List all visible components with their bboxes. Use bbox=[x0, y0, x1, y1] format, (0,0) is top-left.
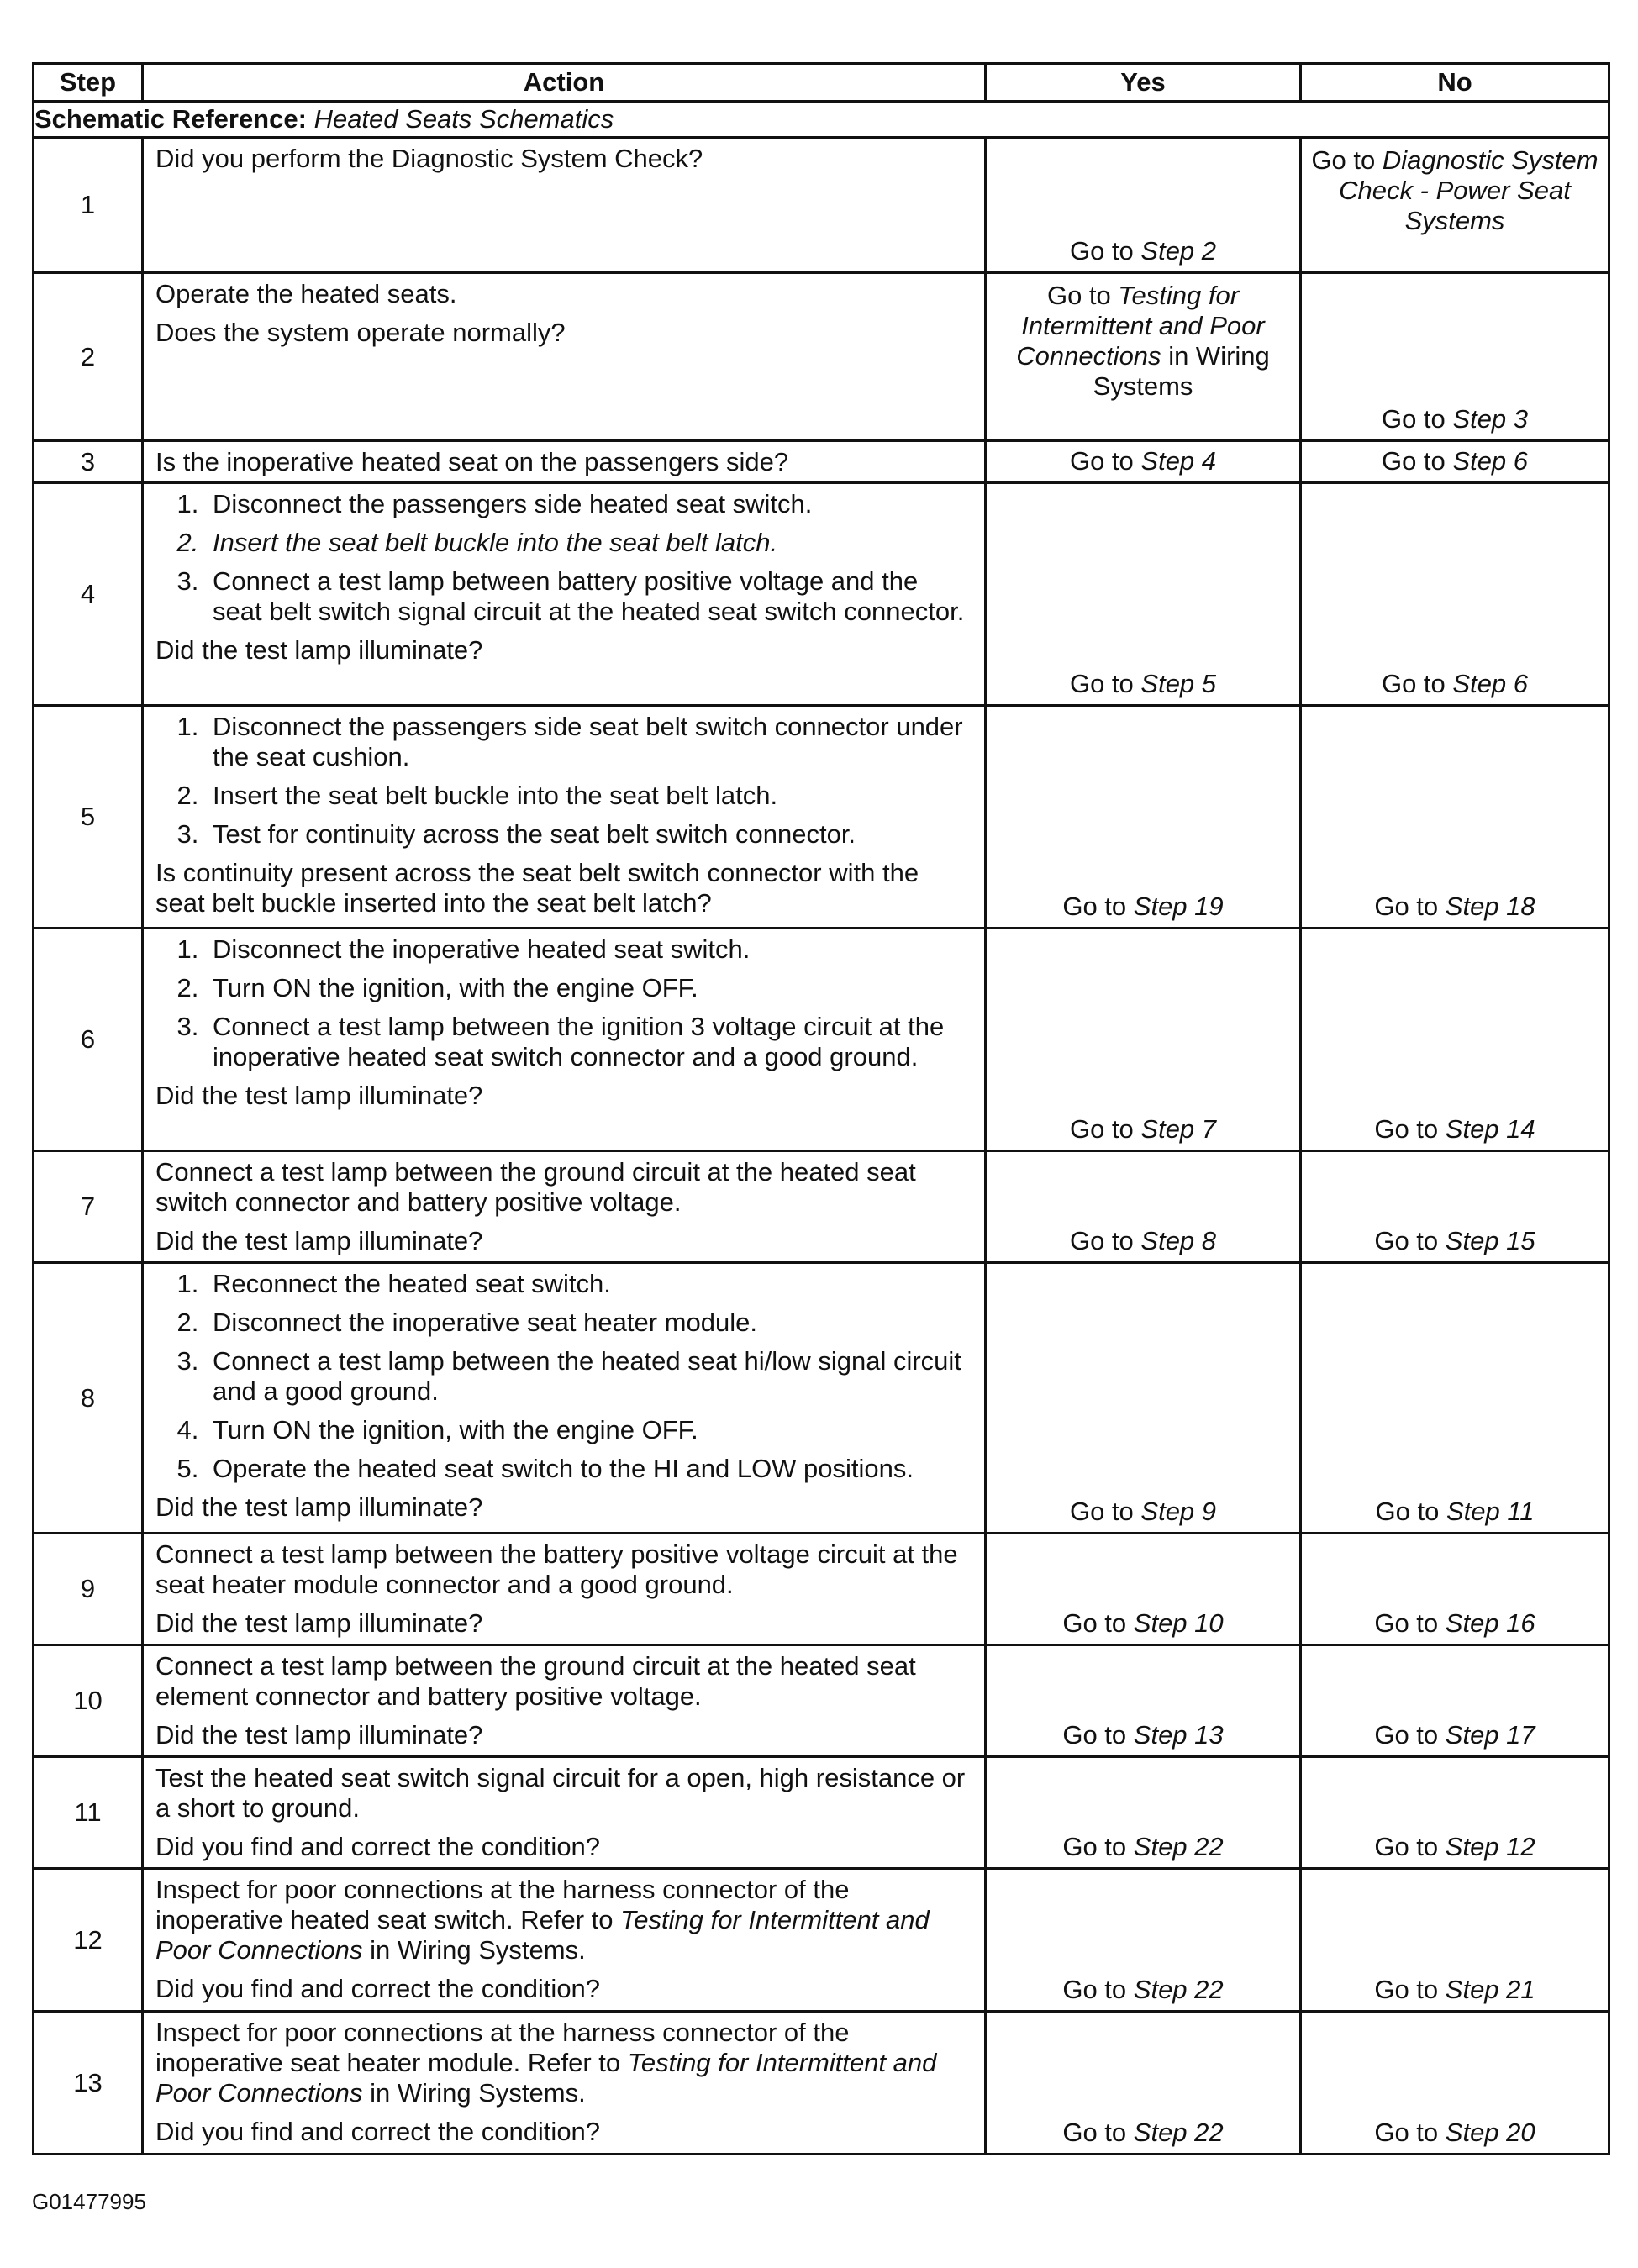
no-prefix: Go to bbox=[1374, 1832, 1439, 1861]
step-number: 5 bbox=[34, 706, 143, 929]
no-ref: Diagnostic System Check - Power Seat Systems bbox=[1339, 145, 1598, 235]
yes-cell bbox=[986, 441, 1301, 483]
no-cell bbox=[1301, 1534, 1609, 1645]
step-action bbox=[143, 1534, 986, 1645]
substep-list bbox=[155, 1269, 972, 1484]
step-text: Connect a test lamp between the ground circuit at the heated seat element connector and battery positive voltage. bbox=[155, 1651, 916, 1711]
step-action bbox=[143, 2012, 986, 2155]
substep: 3. Connect a test lamp between the heated seat hi/low signal circuit and a good ground. bbox=[206, 1346, 972, 1407]
yes-prefix: Go to bbox=[1069, 446, 1134, 476]
yes-ref: Step 4 bbox=[1140, 446, 1217, 476]
step-question: Did the test lamp illuminate? bbox=[155, 1720, 483, 1750]
figure-code: G01477995 bbox=[32, 2189, 146, 2214]
no-cell bbox=[1301, 1151, 1609, 1263]
yes-cell bbox=[986, 1645, 1301, 1757]
step-action bbox=[143, 483, 986, 706]
yes-prefix: Go to bbox=[1062, 1608, 1127, 1638]
table-row bbox=[34, 273, 1609, 441]
step-action bbox=[143, 929, 986, 1151]
yes-cell bbox=[986, 1869, 1301, 2012]
yes-cell bbox=[986, 1534, 1301, 1645]
yes-cell bbox=[986, 273, 1301, 441]
table-row bbox=[34, 2012, 1609, 2155]
step-number: 9 bbox=[34, 1534, 143, 1645]
no-cell bbox=[1301, 929, 1609, 1151]
yes-prefix: Go to bbox=[1069, 1226, 1134, 1255]
step-number: 3 bbox=[34, 441, 143, 483]
yes-ref: Step 13 bbox=[1133, 1720, 1224, 1750]
yes-suffix: in Wiring Systems bbox=[1093, 341, 1270, 401]
yes-prefix: Go to bbox=[1062, 2118, 1127, 2147]
step-number: 12 bbox=[34, 1869, 143, 2012]
no-prefix: Go to bbox=[1374, 892, 1439, 921]
table-row bbox=[34, 138, 1609, 273]
table-row bbox=[34, 1645, 1609, 1757]
yes-ref: Step 8 bbox=[1140, 1226, 1217, 1255]
no-prefix: Go to bbox=[1381, 404, 1446, 434]
table-row bbox=[34, 1534, 1609, 1645]
step-question: Did you find and correct the condition? bbox=[155, 2117, 601, 2146]
step-text-lead: Inspect for poor connections at the harness connector of the inoperative heated seat switch. Refer to bbox=[155, 1875, 850, 1934]
step-text: Connect a test lamp between the ground circuit at the heated seat switch connector and battery positive voltage. bbox=[155, 1157, 916, 1217]
step-question: Did the test lamp illuminate? bbox=[155, 635, 483, 665]
diagnostic-sheet bbox=[32, 62, 1608, 2155]
substep: 4. Turn ON the ignition, with the engine OFF. bbox=[206, 1415, 972, 1445]
no-prefix: Go to bbox=[1374, 1720, 1439, 1750]
yes-prefix: Go to bbox=[1069, 1497, 1134, 1526]
step-action bbox=[143, 1645, 986, 1757]
no-ref: Step 16 bbox=[1445, 1608, 1535, 1638]
step-question: Does the system operate normally? bbox=[155, 318, 566, 347]
yes-ref: Step 22 bbox=[1133, 2118, 1224, 2147]
step-action bbox=[143, 1151, 986, 1263]
substep: 2. Insert the seat belt buckle into the seat belt latch. bbox=[206, 528, 972, 558]
step-question: Did the test lamp illuminate? bbox=[155, 1492, 483, 1522]
no-cell bbox=[1301, 706, 1609, 929]
step-question: Did the test lamp illuminate? bbox=[155, 1081, 483, 1110]
no-cell bbox=[1301, 483, 1609, 706]
step-action bbox=[143, 441, 986, 483]
step-action bbox=[143, 273, 986, 441]
no-prefix: Go to bbox=[1374, 1608, 1439, 1638]
no-ref: Step 21 bbox=[1445, 1975, 1535, 2004]
yes-ref: Step 22 bbox=[1133, 1832, 1224, 1861]
yes-ref: Step 5 bbox=[1140, 669, 1217, 698]
yes-ref: Step 2 bbox=[1140, 236, 1217, 266]
step-number: 13 bbox=[34, 2012, 143, 2155]
no-cell bbox=[1301, 441, 1609, 483]
header-no: No bbox=[1301, 64, 1609, 102]
step-text: Connect a test lamp between the battery positive voltage circuit at the seat heater module connector and a good ground. bbox=[155, 1539, 958, 1599]
no-ref: Step 6 bbox=[1452, 446, 1529, 476]
substep: 2. Disconnect the inoperative seat heater module. bbox=[206, 1308, 972, 1338]
yes-prefix: Go to bbox=[1062, 1832, 1127, 1861]
yes-ref: Testing for Intermittent and Poor Connections bbox=[1016, 281, 1265, 371]
yes-cell bbox=[986, 138, 1301, 273]
no-ref: Step 11 bbox=[1446, 1497, 1535, 1526]
no-ref: Step 18 bbox=[1445, 892, 1535, 921]
step-action bbox=[143, 138, 986, 273]
yes-prefix: Go to bbox=[1062, 1975, 1127, 2004]
step-number: 11 bbox=[34, 1757, 143, 1869]
substep: 1. Disconnect the passengers side seat belt switch connector under the seat cushion. bbox=[206, 712, 972, 772]
no-ref: Step 14 bbox=[1445, 1114, 1535, 1144]
no-prefix: Go to bbox=[1375, 1497, 1440, 1526]
schematic-reference-row bbox=[34, 102, 1609, 138]
diagnostic-table bbox=[32, 62, 1610, 2155]
step-action bbox=[143, 706, 986, 929]
no-cell bbox=[1301, 273, 1609, 441]
no-prefix: Go to bbox=[1374, 1114, 1439, 1144]
step-text bbox=[155, 2018, 972, 2108]
substep: 3. Connect a test lamp between battery positive voltage and the seat belt switch signal circuit at the heated seat switch connector. bbox=[206, 566, 972, 627]
header-row bbox=[34, 64, 1609, 102]
yes-ref: Step 9 bbox=[1140, 1497, 1217, 1526]
no-cell bbox=[1301, 1263, 1609, 1534]
yes-cell bbox=[986, 2012, 1301, 2155]
step-number: 1 bbox=[34, 138, 143, 273]
step-number: 7 bbox=[34, 1151, 143, 1263]
no-cell bbox=[1301, 1645, 1609, 1757]
step-text-ref: Testing for Intermittent and Poor Connections bbox=[155, 2048, 937, 2108]
no-prefix: Go to bbox=[1311, 145, 1376, 175]
table-row bbox=[34, 706, 1609, 929]
yes-prefix: Go to bbox=[1062, 1720, 1127, 1750]
yes-cell bbox=[986, 1263, 1301, 1534]
step-number: 4 bbox=[34, 483, 143, 706]
step-text-lead: Inspect for poor connections at the harness connector of the inoperative seat heater module. Refer to bbox=[155, 2018, 850, 2077]
substep: 3. Connect a test lamp between the ignition 3 voltage circuit at the inoperative heated seat switch connector and a good ground. bbox=[206, 1012, 972, 1072]
header-step: Step bbox=[34, 64, 143, 102]
substep: 1. Disconnect the passengers side heated seat switch. bbox=[206, 489, 972, 519]
yes-prefix: Go to bbox=[1062, 892, 1127, 921]
table-row bbox=[34, 929, 1609, 1151]
yes-cell bbox=[986, 483, 1301, 706]
step-number: 2 bbox=[34, 273, 143, 441]
substep: 5. Operate the heated seat switch to the HI and LOW positions. bbox=[206, 1454, 972, 1484]
yes-ref: Step 10 bbox=[1133, 1608, 1224, 1638]
step-text: Is the inoperative heated seat on the passengers side? bbox=[155, 447, 789, 476]
table-row bbox=[34, 1263, 1609, 1534]
step-number: 8 bbox=[34, 1263, 143, 1534]
no-ref: Step 17 bbox=[1445, 1720, 1535, 1750]
no-ref: Step 3 bbox=[1452, 404, 1529, 434]
yes-cell bbox=[986, 1151, 1301, 1263]
step-action bbox=[143, 1263, 986, 1534]
step-question: Did the test lamp illuminate? bbox=[155, 1226, 483, 1255]
step-text: Test the heated seat switch signal circuit for a open, high resistance or a short to ground. bbox=[155, 1763, 966, 1823]
substep-list bbox=[155, 712, 972, 850]
substep: 2. Turn ON the ignition, with the engine OFF. bbox=[206, 973, 972, 1003]
step-text: Operate the heated seats. bbox=[155, 279, 457, 308]
no-prefix: Go to bbox=[1381, 669, 1446, 698]
no-ref: Step 15 bbox=[1445, 1226, 1535, 1255]
yes-prefix: Go to bbox=[1069, 236, 1134, 266]
substep: 3. Test for continuity across the seat belt switch connector. bbox=[206, 819, 972, 850]
no-ref: Step 20 bbox=[1445, 2118, 1535, 2147]
yes-prefix: Go to bbox=[1069, 669, 1134, 698]
step-text-tail: in Wiring Systems. bbox=[370, 2078, 586, 2108]
schematic-reference-value: Heated Seats Schematics bbox=[313, 104, 614, 134]
no-prefix: Go to bbox=[1374, 1226, 1439, 1255]
yes-ref: Step 22 bbox=[1133, 1975, 1224, 2004]
step-action bbox=[143, 1757, 986, 1869]
no-prefix: Go to bbox=[1374, 1975, 1439, 2004]
substep: 2. Insert the seat belt buckle into the seat belt latch. bbox=[206, 781, 972, 811]
yes-prefix: Go to bbox=[1046, 281, 1111, 310]
step-question: Did the test lamp illuminate? bbox=[155, 1608, 483, 1638]
no-cell bbox=[1301, 138, 1609, 273]
yes-cell bbox=[986, 706, 1301, 929]
yes-cell bbox=[986, 1757, 1301, 1869]
no-prefix: Go to bbox=[1381, 446, 1446, 476]
table-row bbox=[34, 1757, 1609, 1869]
step-text-ref: Testing for Intermittent and Poor Connections bbox=[155, 1905, 930, 1965]
step-question: Did you find and correct the condition? bbox=[155, 1832, 601, 1861]
schematic-reference-label: Schematic Reference: bbox=[34, 104, 307, 134]
step-text-tail: in Wiring Systems. bbox=[370, 1935, 586, 1965]
yes-prefix: Go to bbox=[1069, 1114, 1134, 1144]
no-ref: Step 6 bbox=[1452, 669, 1529, 698]
substep: 1. Disconnect the inoperative heated seat switch. bbox=[206, 934, 972, 965]
no-cell bbox=[1301, 1757, 1609, 1869]
substep: 1. Reconnect the heated seat switch. bbox=[206, 1269, 972, 1299]
no-prefix: Go to bbox=[1374, 2118, 1439, 2147]
table-row bbox=[34, 1869, 1609, 2012]
no-cell bbox=[1301, 1869, 1609, 2012]
table-row bbox=[34, 483, 1609, 706]
schematic-reference bbox=[34, 102, 1609, 138]
substep-list bbox=[155, 489, 972, 627]
step-number: 10 bbox=[34, 1645, 143, 1757]
yes-ref: Step 7 bbox=[1140, 1114, 1217, 1144]
step-text: Did you perform the Diagnostic System Check? bbox=[155, 144, 703, 173]
substep-list bbox=[155, 934, 972, 1072]
yes-ref: Step 19 bbox=[1133, 892, 1224, 921]
header-yes: Yes bbox=[986, 64, 1301, 102]
yes-cell bbox=[986, 929, 1301, 1151]
no-ref: Step 12 bbox=[1445, 1832, 1535, 1861]
header-action: Action bbox=[143, 64, 986, 102]
step-action bbox=[143, 1869, 986, 2012]
no-cell bbox=[1301, 2012, 1609, 2155]
step-question: Is continuity present across the seat belt switch connector with the seat belt buckle inserted into the seat belt latch? bbox=[155, 858, 919, 918]
step-question: Did you find and correct the condition? bbox=[155, 1974, 601, 2003]
table-row bbox=[34, 1151, 1609, 1263]
table-row bbox=[34, 441, 1609, 483]
step-text bbox=[155, 1875, 972, 1965]
step-number: 6 bbox=[34, 929, 143, 1151]
